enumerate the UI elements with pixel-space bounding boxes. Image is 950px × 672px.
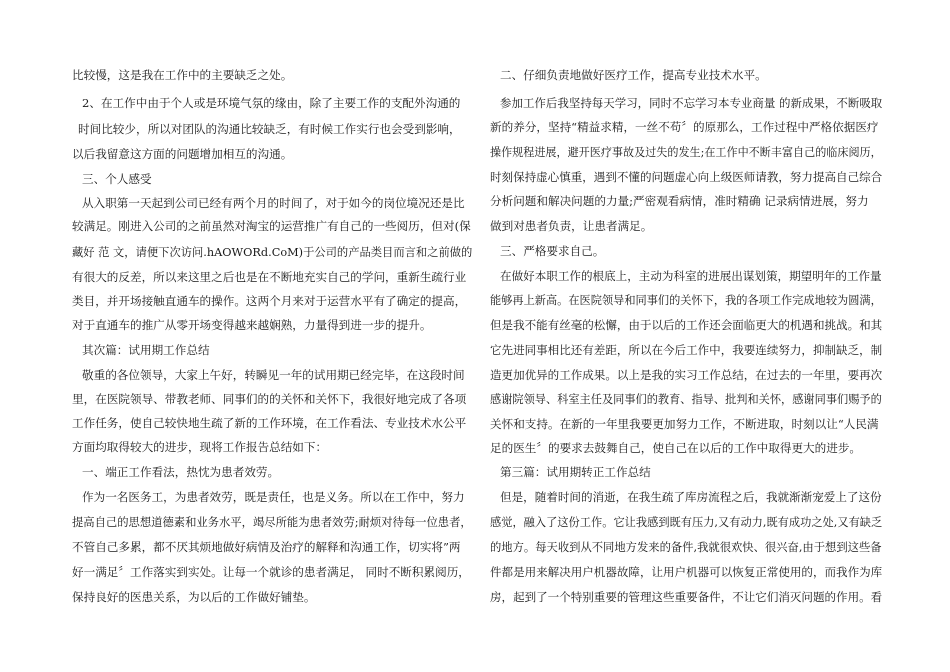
text-line: 做到对患者负责，让患者满足。 [490,219,653,233]
text-line: 类目，并开场接触直通车的操作。这两个月来对于运营水平有了确定的提高， [72,294,467,308]
text-line: 敬重的各位领导，大家上午好，转瞬见一年的试用期已经完毕，在这段时间 [82,368,465,382]
text-line: 时间比较少，所以对团队的沟通比较缺乏，有时候工作实行也会受到影响， [78,122,461,136]
text-line: 好一满足〞工作落实到实处。让每一个就诊的患者满足， 同时不断积累阅历， [72,565,470,579]
text-line: 以后我留意这方面的问题增加相互的沟通。 [72,147,293,161]
text-line: 时刻保持虚心慎重，遇到不懂的问题虚心向上级医师请教，努力提高自己综合 [490,170,883,184]
text-line: 它先进同事相比还有差距，所以在今后工作中，我要连续努力，抑制缺乏，制 [490,343,883,357]
text-line: 提高自己的思想道德素和业务水平，竭尽所能为患者效劳;耐烦对待每一位患者， [72,515,472,529]
text-line: 但是，随着时间的消逝，在我生疏了库房流程之后，我就渐渐宠爱上了这份 [500,490,882,504]
text-line: 方面均取得较大的进步，现将工作报告总结如下： [72,440,328,454]
section-heading: 三、严格要求自己。 [500,244,605,258]
section-heading: 二、仔细负责地做好医疗工作，提高专业技术水平。 [500,68,767,82]
text-line: 关怀和支持。在新的一年里我要更加努力工作，不断进取，时刻以让“人民满 [490,417,879,431]
text-line: 新的养分，坚持“精益求精，一丝不苟〞的原那么，工作过程中严格依据医疗 [490,120,879,134]
text-line: 感觉，融入了这份工作。它让我感到既有压力,又有动力,既有成功之处,又有缺乏 [490,515,883,529]
text-line: 分析问题和解决问题的力量;严密观看病情，准时精确 记录病情进展，努力 [490,194,869,208]
section-heading: 三、个人感受 [82,172,152,186]
text-line: 藏好 范 文，请便下次访问.hAOWORd.CoM)于公司的产品类目而言和之前做的 [72,245,473,259]
text-line: 能够再上新高。在医院领导和同事们的关怀下，我的各项工作完成地较为圆满， [490,293,882,307]
text-line: 操作规程进展，避开医疗事故及过失的发生;在工作中不断丰富自己的临床阅历， [490,145,882,159]
text-line: 但是我不能有丝毫的松懈，由于以后的工作还会面临更大的机遇和挑战。和其 [490,318,883,332]
text-line: 较满足。刚进入公司的之前虽然对淘宝的运营推广有自己的一些阅历，但对(保 [72,219,471,233]
article-title: 第三篇：试用期转正工作总结 [500,465,651,479]
text-line: 从入职第一天起到公司已经有两个月的时间了，对于如今的岗位境况还是比 [82,196,465,210]
text-line: 件都是用来解决用户机器故障，让用户机器可以恢复正常使用的，而我作为库 [490,565,883,579]
text-line: 对于直通车的推广从零开场变得越来越娴熟，力量得到进一步的提升。 [72,318,432,332]
text-line: 在做好本职工作的根底上，主动为科室的进展出谋划策，期望明年的工作量 [500,269,882,283]
article-title: 其次篇：试用期工作总结 [82,343,210,357]
text-line: 保持良好的医患关系，为以后的工作做好铺垫。 [72,590,316,604]
text-line: 作为一名医务工，为患者效劳，既是责任，也是义务。所以在工作中，努力 [82,490,465,504]
text-line: 房，起到了一个特别重要的管理这些重要备件，不让它们消灭问题的作用。看 [490,590,883,604]
text-line: 2、在工作中由于个人或是环境气氛的缘由，除了主要工作的支配外沟通的 [82,96,461,110]
section-heading: 一、端正工作看法，热忱为患者效劳。 [82,465,280,479]
text-line: 的地方。每天收到从不同地方发来的备件,我就很欢快、很兴奋,由于想到这些备 [490,540,882,554]
text-line: 有很大的反差，所以来这里之后也是在不断地充实自己的学问，重新生疏行业 [72,270,467,284]
text-line: 不管自己多累，都不厌其烦地做好病情及治疗的解释和沟通工作，切实将”两 [72,540,461,554]
text-line: 比较慢，这是我在工作中的主要缺乏之处。 [72,68,293,82]
text-line: 里，在医院领导、带教老师、同事们的的关怀和关怀下，我很好地完成了各项 [72,392,467,406]
text-line: 造更加优异的工作成果。以上是我的实习工作总结，在过去的一年里，要再次 [490,368,883,382]
text-line: 感谢院领导、科室主任及同事们的教育、指导、批判和关怀，感谢同事们赐予的 [490,392,882,406]
text-line: 足的医生〞的要求去鼓舞自己，使自己在以后的工作中取得更大的进步。 [490,441,862,455]
text-line: 参加工作后我坚持每天学习，同时不忘学习本专业商量 的新成果，不断吸取 [500,96,883,110]
text-line: 工作任务，使自己较快地生疏了新的工作环境，在工作看法、专业技术水公平 [72,416,467,430]
